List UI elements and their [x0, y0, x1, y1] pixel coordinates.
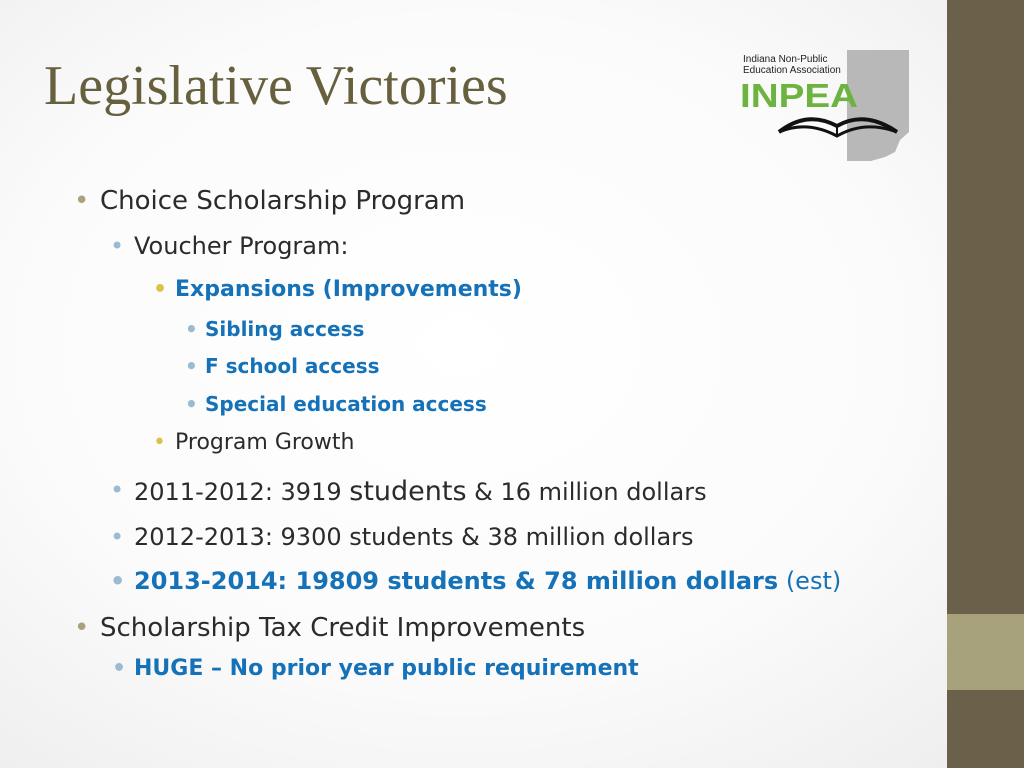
bullet-text: Program Growth	[175, 430, 355, 455]
bullet-marker: •	[110, 523, 125, 551]
bullet-marker: •	[110, 232, 125, 260]
bullet-item-2011-2012	[110, 476, 707, 507]
bullet-marker: •	[74, 613, 90, 643]
bullet-text-emphasis: students	[349, 476, 467, 507]
bullet-item-2013-2014	[110, 567, 842, 595]
bullet-item-program-growth	[153, 430, 355, 455]
sidebar-accent-block	[947, 614, 1024, 690]
bullet-text: 2012-2013: 9300 students & 38 million dollars	[134, 523, 694, 551]
bullet-marker: •	[185, 392, 198, 416]
bullet-text: Special education access	[205, 392, 487, 416]
bullet-item-expansions	[153, 277, 522, 302]
bullet-note: (est)	[778, 567, 842, 595]
bullet-marker: •	[153, 430, 166, 455]
bullet-marker: •	[74, 186, 90, 216]
bullet-marker: •	[110, 476, 125, 504]
logo-text-line1: Indiana Non-Public	[743, 54, 828, 65]
bullet-marker: •	[153, 277, 168, 302]
bullet-marker: •	[185, 317, 198, 341]
bullet-item-huge	[112, 656, 639, 681]
bullet-item-voucher-program	[110, 232, 349, 260]
bullet-text: Voucher Program:	[134, 232, 349, 260]
bullet-item-f-school-access	[185, 354, 380, 378]
bullet-marker: •	[185, 354, 198, 378]
bullet-marker: •	[112, 656, 127, 681]
bullet-text: HUGE – No prior year public requirement	[134, 656, 639, 681]
bullet-item-choice-scholarship	[74, 186, 466, 216]
bullet-text: Sibling access	[205, 317, 365, 341]
logo-text-line2: Education Association	[743, 65, 841, 76]
bullet-text-part: & 16 million dollars	[466, 478, 707, 506]
bullet-item-sibling-access	[185, 317, 365, 341]
bullet-text-part: 2011-2012: 3919	[134, 478, 350, 506]
inpea-logo	[737, 44, 917, 166]
bullet-item-2012-2013	[110, 523, 694, 551]
bullet-text: Expansions (Improvements)	[175, 277, 522, 302]
bullet-text: Scholarship Tax Credit Improvements	[100, 613, 586, 643]
bullet-text: F school access	[205, 354, 380, 378]
bullet-text: Choice Scholarship Program	[100, 186, 466, 216]
bullet-text: 2013-2014: 19809 students & 78 million dollars	[134, 567, 779, 595]
slide-title: Legislative Victories	[44, 55, 508, 117]
logo-acronym: INPEA	[740, 77, 858, 114]
bullet-item-tax-credit	[74, 613, 586, 643]
bullet-marker: •	[110, 567, 126, 595]
bullet-item-special-education-access	[185, 392, 487, 416]
